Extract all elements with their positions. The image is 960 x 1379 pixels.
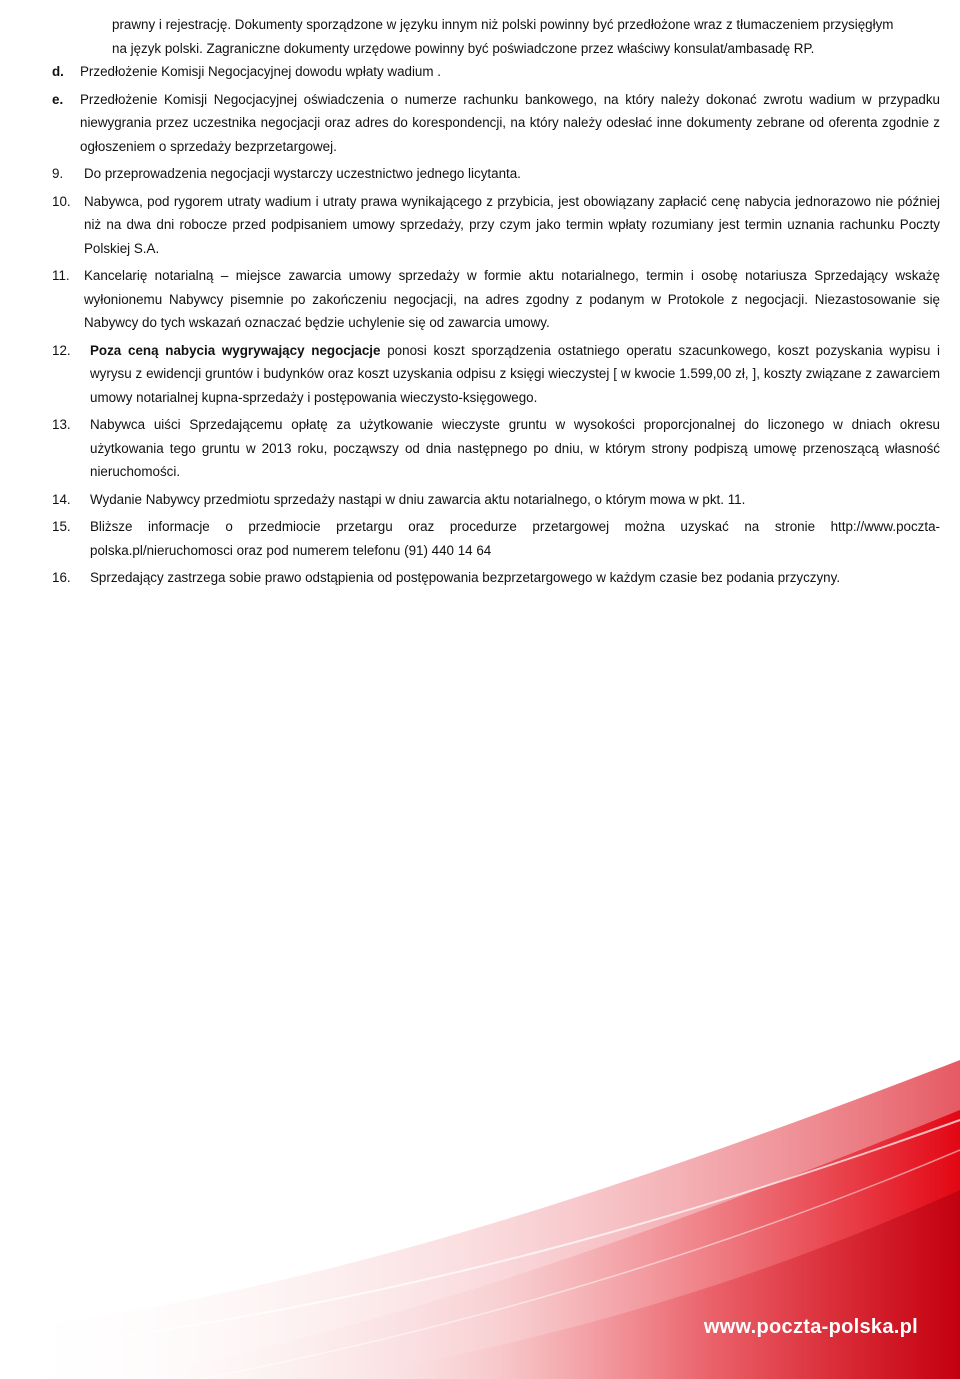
item-text: Przedłożenie Komisji Negocjacyjnej oświadczenia o numerze rachunku bankowego, na który należy dokonać zwrotu wadium w przypadku niewygrania przez uczestnika negocjacji oraz adres do korespondencji, na który należy odesłać inne dokumenty zebrane od oferenta zgodnie z ogłoszeniem o sprzedaży bezprzetargowej. <box>80 91 940 154</box>
item-text: Do przeprowadzenia negocjacji wystarczy uczestnictwo jednego licytanta. <box>84 166 521 181</box>
item-text: Wydanie Nabywcy przedmiotu sprzedaży nastąpi w dniu zawarcia aktu notarialnego, o którym mowa w pkt. 11. <box>90 491 746 507</box>
list-item-10 <box>52 190 940 261</box>
item-marker: 11. <box>52 268 70 283</box>
lead-line-2: na język polski. Zagraniczne dokumenty urzędowe powinny być poświadczone przez właściwy konsulat/ambasadę RP. <box>112 40 815 56</box>
list-item-14 <box>52 488 940 512</box>
item-text: Kancelarię notarialną – miejsce zawarcia umowy sprzedaży w formie aktu notarialnego, termin i osobę notariusza Sprzedający wskażę wyłonionemu Nabywcy pisemnie po zakończeniu negocjacji, na adres zgodny z podanym w Protokole z negocjacji. Niezastosowanie się Nabywcy do tych wskazań oznaczać będzie uchylenie się od zawarcia umowy. <box>84 268 940 330</box>
item-marker: 9. <box>52 166 64 181</box>
list-item-9 <box>52 162 940 186</box>
list-item-16 <box>52 566 940 590</box>
item-marker: 15. <box>52 519 71 534</box>
item-text: Sprzedający zastrzega sobie prawo odstąpienia od postępowania bezprzetargowego w każdym czasie bez podania przyczyny. <box>90 570 841 585</box>
item-marker: 12. <box>52 342 71 358</box>
item-text-rest: ponosi koszt sporządzenia ostatniego operatu szacunkowego, koszt pozyskania wypisu i wyrysu z ewidencji gruntów i budynków oraz koszt uzyskania odpisu z księgi wieczystej [ w kwocie 1.599,00 zł, ], koszty związane z zawarciem umowy notarialnej kupna-sprzedaży i postępowania wieczysto-księgowego. <box>90 342 940 405</box>
list-item-13 <box>52 413 940 484</box>
list-item-d <box>52 60 940 84</box>
item-marker: 16. <box>52 570 71 585</box>
item-text: Przedłożenie Komisji Negocjacyjnej dowodu wpłaty wadium . <box>80 64 441 79</box>
list-item-e <box>52 88 940 159</box>
item-marker: e. <box>52 91 64 107</box>
list-item-12 <box>52 339 940 410</box>
item-text: Nabywca, pod rygorem utraty wadium i utraty prawa wynikającego z przybicia, jest obowiązany zapłacić cenę nabycia jednorazowo nie później niż na dwa dni robocze przed podpisaniem umowy sprzedaży, przy czym jako termin wpłaty rozumiany jest termin uznania rachunku Poczty Polskiej S.A. <box>84 193 940 256</box>
item-marker: 14. <box>52 491 71 507</box>
item-bold-lead: Poza ceną nabycia wygrywający negocjacje <box>90 342 381 358</box>
item-marker: 10. <box>52 193 71 209</box>
lead-line-1: prawny i rejestrację. Dokumenty sporządzone w języku innym niż polski powinny być przedłożone wraz z tłumaczeniem przysięgłym <box>112 17 894 32</box>
item-text: Bliższe informacje o przedmiocie przetargu oraz procedurze przetargowej można uzyskać na stronie http://www.poczta-polska.pl/nieruchomosci oraz pod numerem telefonu (91) 440 14 64 <box>90 519 940 558</box>
document-body <box>52 13 940 590</box>
item-text: Nabywca uiści Sprzedającemu opłatę za użytkowanie wieczyste gruntu w wysokości proporcjonalnej do liczonego w dniach okresu użytkowania tego gruntu w 2013 roku, począwszy od dnia następnego po dniu, w którym strony podpiszą umowę przenoszącą własność nieruchomości. <box>90 417 940 479</box>
list-item-11 <box>52 264 940 335</box>
item-text <box>90 339 940 410</box>
item-marker: d. <box>52 64 64 79</box>
list-item-15 <box>52 515 940 562</box>
footer-website-url: www.poczta-polska.pl <box>703 1316 918 1338</box>
item-marker: 13. <box>52 417 71 432</box>
